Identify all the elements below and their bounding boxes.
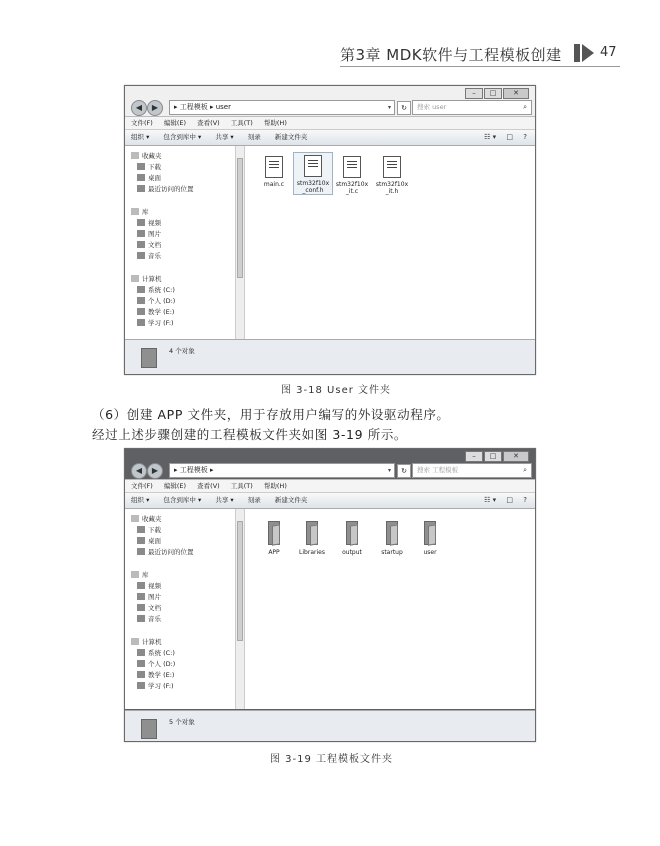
include-in-library-button[interactable]: 包含到库中 ▾: [163, 133, 202, 141]
nav-item-videos[interactable]: [137, 219, 161, 228]
organize-button[interactable]: 组织 ▾: [131, 133, 150, 141]
folder-icon: [384, 521, 400, 545]
menu-help[interactable]: 帮助(H): [263, 482, 287, 490]
nav-scrollbar[interactable]: [235, 146, 245, 348]
folder-name: Libraries: [299, 549, 325, 556]
download-folder-icon: [137, 163, 145, 170]
nav-item-recent[interactable]: [137, 185, 194, 194]
forward-icon[interactable]: ▶: [147, 463, 163, 479]
recent-places-icon: [137, 548, 145, 555]
address-path: ▸ 工程模板 ▸ user: [174, 103, 231, 111]
search-input[interactable]: [412, 463, 532, 478]
file-name-line2: _conf.h: [302, 187, 324, 194]
drive-icon: [137, 682, 145, 689]
nav-libraries[interactable]: [131, 571, 149, 580]
nav-computer[interactable]: [131, 275, 162, 284]
menu-view[interactable]: 查看(V): [197, 482, 220, 490]
title-bar: [125, 449, 535, 461]
music-icon: [137, 615, 145, 622]
library-icon: [131, 208, 139, 215]
desktop-icon: [137, 537, 145, 544]
file-name-line1: stm32f10x: [375, 181, 409, 188]
address-path: ▸ 工程模板 ▸: [174, 466, 214, 474]
navigation-pane: [125, 509, 235, 709]
nav-label: 收藏夹: [142, 515, 162, 523]
nav-item-music[interactable]: [137, 615, 161, 624]
drive-icon: [137, 308, 145, 315]
nav-label: 系统 (C:): [148, 649, 175, 657]
h-file-icon: [304, 155, 322, 177]
nav-item-drive-e[interactable]: [137, 308, 174, 317]
address-row: [125, 98, 535, 116]
refresh-icon[interactable]: ↻: [397, 464, 411, 478]
view-options-icon[interactable]: ☷ ▾: [484, 496, 497, 504]
include-in-library-button[interactable]: 包含到库中 ▾: [163, 496, 202, 504]
nav-scrollbar[interactable]: [235, 509, 245, 709]
nav-label: 最近访问的位置: [148, 185, 194, 193]
folder-user[interactable]: [411, 521, 449, 556]
nav-item-drive-d[interactable]: [137, 660, 175, 669]
star-icon: [131, 152, 139, 159]
menu-bar: [125, 116, 535, 129]
menu-bar: [125, 479, 535, 492]
status-bar: [125, 710, 535, 741]
h-file-icon: [383, 156, 401, 178]
menu-edit[interactable]: 编辑(E): [163, 119, 187, 127]
nav-label: 系统 (C:): [148, 286, 175, 294]
page-number: 47: [600, 45, 617, 60]
close-button[interactable]: ✕: [503, 88, 529, 99]
nav-item-music[interactable]: [137, 252, 161, 261]
nav-item-documents[interactable]: [137, 241, 161, 250]
nav-item-drive-d[interactable]: [137, 297, 175, 306]
nav-favorites[interactable]: [131, 515, 162, 524]
back-icon[interactable]: ◀: [131, 100, 147, 116]
nav-item-downloads[interactable]: [137, 163, 161, 172]
nav-label: 音乐: [148, 252, 161, 260]
explorer-body: [125, 146, 535, 348]
command-toolbar: [125, 129, 535, 146]
nav-computer[interactable]: [131, 638, 162, 647]
search-icon[interactable]: ⌕: [523, 466, 527, 474]
nav-label: 文档: [148, 241, 161, 249]
folder-icon: [141, 719, 157, 739]
explorer-body: [125, 509, 535, 709]
file-stm32f10x-it-c[interactable]: [333, 154, 371, 195]
status-bar: [125, 339, 535, 374]
video-icon: [137, 219, 145, 226]
folder-icon: [344, 521, 360, 545]
nav-label: 学习 (F:): [148, 319, 174, 327]
help-icon[interactable]: ?: [523, 133, 527, 141]
nav-label: 图片: [148, 593, 161, 601]
figure-caption-3-18: 图 3-18 User 文件夹: [281, 385, 392, 396]
scrollbar-thumb[interactable]: [237, 158, 243, 278]
title-bar: [125, 86, 535, 98]
address-bar[interactable]: [169, 100, 395, 115]
view-options-icon[interactable]: ☷ ▾: [484, 133, 497, 141]
picture-icon: [137, 593, 145, 600]
figure-caption-3-19: 图 3-19 工程模板文件夹: [270, 754, 394, 765]
nav-item-drive-f[interactable]: [137, 319, 174, 328]
body-text-line2: 经过上述步骤创建的工程模板文件夹如图 3-19 所示。: [92, 427, 408, 442]
address-bar[interactable]: [169, 463, 395, 478]
nav-item-drive-c[interactable]: [137, 286, 175, 295]
close-button[interactable]: ✕: [503, 451, 529, 462]
library-icon: [131, 571, 139, 578]
share-button[interactable]: 共享 ▾: [215, 133, 234, 141]
drive-icon: [137, 286, 145, 293]
scrollbar-thumb[interactable]: [237, 521, 243, 641]
nav-label: 库: [142, 571, 149, 579]
header-bar-mark: [574, 44, 580, 62]
nav-label: 视频: [148, 582, 161, 590]
folder-libraries[interactable]: [293, 521, 331, 556]
file-name-line1: stm32f10x: [335, 181, 369, 188]
nav-label: 教学 (E:): [148, 671, 175, 679]
nav-label: 文档: [148, 604, 161, 612]
folder-output[interactable]: [333, 521, 371, 556]
chevron-down-icon[interactable]: ▾: [387, 104, 391, 111]
header-arrow-icon: [582, 44, 594, 62]
nav-label: 计算机: [142, 638, 162, 646]
folder-name: startup: [381, 549, 403, 556]
menu-file[interactable]: 文件(F): [131, 482, 153, 490]
organize-button[interactable]: 组织 ▾: [131, 496, 150, 504]
item-count: 4 个对象: [169, 347, 195, 355]
folder-name: user: [423, 549, 437, 556]
forward-icon[interactable]: ▶: [147, 100, 163, 116]
body-text-line1: （6）创建 APP 文件夹，用于存放用户编写的外设驱动程序。: [92, 407, 450, 422]
drive-icon: [137, 671, 145, 678]
file-name: main.c: [263, 181, 285, 188]
chapter-title: 第3章 MDK软件与工程模板创建: [340, 46, 562, 64]
navigation-pane: [125, 146, 235, 348]
menu-view[interactable]: 查看(V): [197, 119, 220, 127]
nav-label: 教学 (E:): [148, 308, 175, 316]
menu-tools[interactable]: 工具(T): [230, 482, 253, 490]
address-row: [125, 461, 535, 479]
nav-label: 桌面: [148, 537, 161, 545]
header-rule: [340, 66, 620, 67]
search-input[interactable]: [412, 100, 532, 115]
folder-icon: [141, 348, 157, 368]
chevron-down-icon[interactable]: ▾: [387, 467, 391, 474]
nav-item-pictures[interactable]: [137, 593, 161, 602]
computer-icon: [131, 638, 139, 645]
nav-item-desktop[interactable]: [137, 174, 161, 183]
file-main-c[interactable]: [255, 154, 293, 188]
nav-label: 收藏夹: [142, 152, 162, 160]
recent-places-icon: [137, 185, 145, 192]
folder-icon: [422, 521, 438, 545]
file-stm32f10x-conf-h[interactable]: [293, 152, 333, 195]
share-button[interactable]: 共享 ▾: [215, 496, 234, 504]
nav-label: 图片: [148, 230, 161, 238]
folder-icon: [304, 521, 320, 545]
folder-name: output: [342, 549, 362, 556]
file-name-line2: _it.c: [345, 188, 359, 195]
menu-edit[interactable]: 编辑(E): [163, 482, 187, 490]
burn-button[interactable]: 刻录: [247, 133, 261, 141]
nav-label: 桌面: [148, 174, 161, 182]
computer-icon: [131, 275, 139, 282]
refresh-icon[interactable]: ↻: [397, 101, 411, 115]
document-icon: [137, 604, 145, 611]
drive-icon: [137, 319, 145, 326]
nav-item-drive-f[interactable]: [137, 682, 174, 691]
nav-label: 个人 (D:): [148, 297, 176, 305]
preview-pane-icon[interactable]: □: [506, 496, 514, 504]
menu-help[interactable]: 帮助(H): [263, 119, 287, 127]
folder-app[interactable]: [255, 521, 293, 556]
nav-item-drive-c[interactable]: [137, 649, 175, 658]
new-folder-button[interactable]: 新建文件夹: [274, 133, 308, 141]
menu-file[interactable]: 文件(F): [131, 119, 153, 127]
nav-label: 音乐: [148, 615, 161, 623]
search-placeholder: 搜索 工程模板: [417, 466, 459, 474]
desktop-icon: [137, 174, 145, 181]
star-icon: [131, 515, 139, 522]
picture-icon: [137, 230, 145, 237]
nav-item-drive-e[interactable]: [137, 671, 174, 680]
nav-item-recent[interactable]: [137, 548, 194, 557]
nav-label: 下载: [148, 163, 161, 171]
file-name-line2: _it.h: [385, 188, 399, 195]
minimize-button[interactable]: –: [465, 451, 483, 462]
new-folder-button[interactable]: 新建文件夹: [274, 496, 308, 504]
nav-label: 视频: [148, 219, 161, 227]
nav-libraries[interactable]: [131, 208, 149, 217]
nav-item-documents[interactable]: [137, 604, 161, 613]
c-file-icon: [343, 156, 361, 178]
item-count: 5 个对象: [169, 718, 195, 726]
command-toolbar: [125, 492, 535, 509]
music-icon: [137, 252, 145, 259]
search-icon[interactable]: ⌕: [523, 103, 527, 111]
explorer-window-project-template: [124, 448, 536, 742]
download-folder-icon: [137, 526, 145, 533]
c-file-icon: [265, 156, 283, 178]
file-name-line1: stm32f10x: [296, 180, 330, 187]
nav-item-desktop[interactable]: [137, 537, 161, 546]
nav-label: 下载: [148, 526, 161, 534]
search-placeholder: 搜索 user: [417, 103, 447, 111]
nav-favorites[interactable]: [131, 152, 162, 161]
video-icon: [137, 582, 145, 589]
help-icon[interactable]: ?: [523, 496, 527, 504]
file-stm32f10x-it-h[interactable]: [373, 154, 411, 195]
nav-item-videos[interactable]: [137, 582, 161, 591]
nav-item-pictures[interactable]: [137, 230, 161, 239]
burn-button[interactable]: 刻录: [247, 496, 261, 504]
minimize-button[interactable]: –: [465, 88, 483, 99]
folder-icon: [266, 521, 282, 545]
folder-name: APP: [268, 549, 280, 556]
folder-startup[interactable]: [373, 521, 411, 556]
document-icon: [137, 241, 145, 248]
drive-icon: [137, 649, 145, 656]
nav-label: 学习 (F:): [148, 682, 174, 690]
back-icon[interactable]: ◀: [131, 463, 147, 479]
nav-label: 个人 (D:): [148, 660, 176, 668]
nav-label: 库: [142, 208, 149, 216]
menu-tools[interactable]: 工具(T): [230, 119, 253, 127]
maximize-button[interactable]: □: [484, 451, 502, 462]
preview-pane-icon[interactable]: □: [506, 133, 514, 141]
drive-icon: [137, 660, 145, 667]
drive-icon: [137, 297, 145, 304]
nav-label: 最近访问的位置: [148, 548, 194, 556]
maximize-button[interactable]: □: [484, 88, 502, 99]
nav-item-downloads[interactable]: [137, 526, 161, 535]
nav-label: 计算机: [142, 275, 162, 283]
explorer-window-user: [124, 85, 536, 375]
